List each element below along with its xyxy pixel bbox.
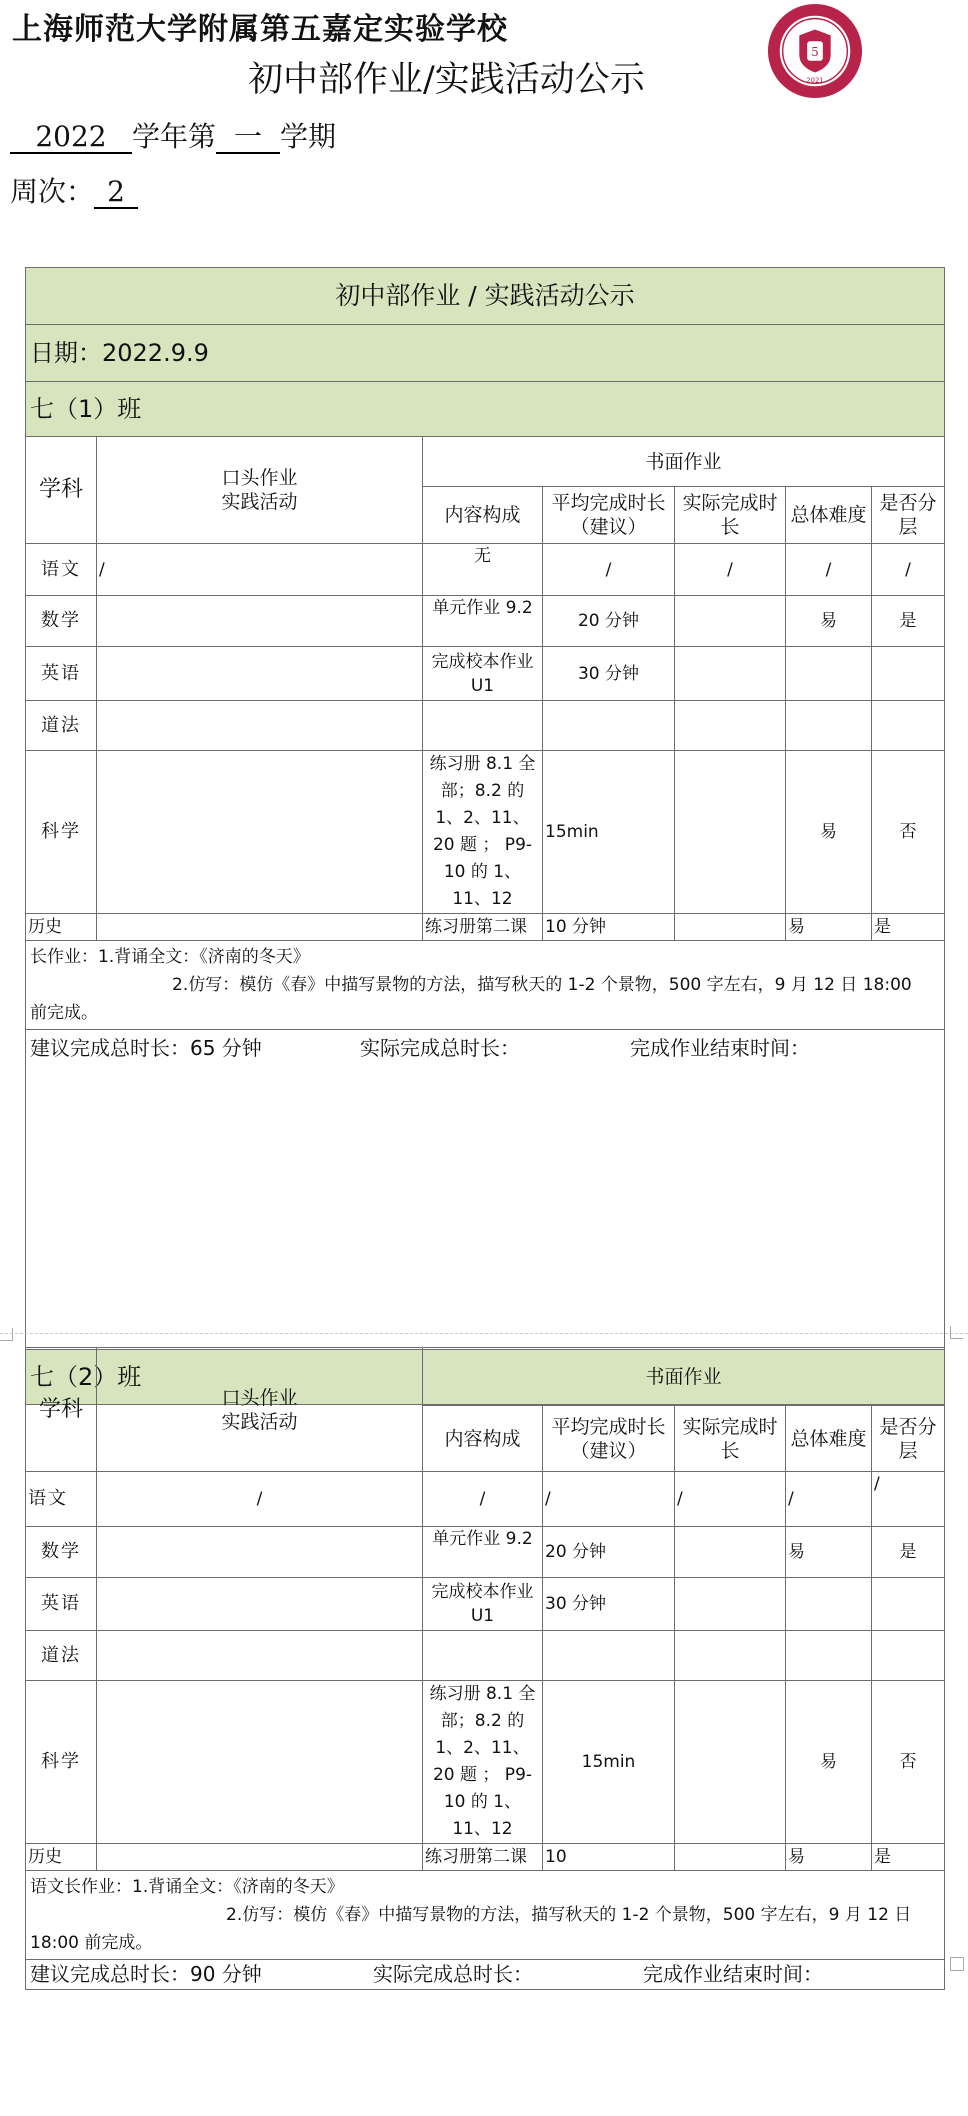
content-cell: 单元作业 9.2	[423, 596, 543, 647]
layered-cell	[872, 1631, 945, 1681]
board-title: 初中部作业 / 实践活动公示	[26, 268, 945, 325]
school-seal-logo	[766, 2, 864, 100]
layered-cell	[872, 647, 945, 701]
difficulty-cell: /	[786, 1472, 872, 1527]
subject-cell: 科学	[26, 1681, 97, 1844]
table-row	[26, 1527, 945, 1578]
homework-table-class2	[25, 1347, 945, 1990]
totals-row	[26, 1030, 945, 1350]
class-name: 七（2）班	[26, 1350, 945, 1405]
content-cell: 完成校本作业U1	[423, 647, 543, 701]
table-row	[26, 914, 945, 941]
actual-cell	[675, 1844, 786, 1871]
oral-cell	[97, 1844, 423, 1871]
layered-cell: 是	[872, 596, 945, 647]
svg-text:5: 5	[811, 44, 819, 59]
subject-cell: 科学	[26, 751, 97, 914]
avg-cell: 30 分钟	[543, 1578, 675, 1631]
totals-row	[26, 1960, 945, 1990]
term-end-label: 学期	[280, 120, 337, 153]
layered-cell: /	[872, 544, 945, 596]
subject-cell: 语文	[26, 1472, 97, 1527]
content-cell: 单元作业 9.2	[423, 1527, 543, 1578]
table-row	[26, 1472, 945, 1527]
week-value: 2	[94, 177, 138, 209]
subject-cell: 道法	[26, 701, 97, 751]
week-line	[10, 170, 138, 210]
page-corner-mark	[0, 1328, 13, 1341]
subject-cell: 英语	[26, 647, 97, 701]
oral-cell	[97, 1527, 423, 1578]
logo-year: 2021	[806, 76, 824, 85]
actual-cell	[675, 1527, 786, 1578]
avg-cell: 10 分钟	[543, 914, 675, 941]
homework-table-class1	[25, 267, 945, 1405]
avg-cell	[543, 1631, 675, 1681]
page-corner-mark	[950, 1957, 964, 1971]
difficulty-cell	[786, 647, 872, 701]
col-oral: 口头作业 实践活动	[97, 1348, 423, 1472]
oral-cell	[97, 751, 423, 914]
term-value: 一	[216, 122, 280, 154]
difficulty-cell: 易	[786, 596, 872, 647]
avg-cell: /	[543, 1472, 675, 1527]
layered-cell: 是	[872, 1844, 945, 1871]
avg-cell: 20 分钟	[543, 596, 675, 647]
table-row	[26, 1631, 945, 1681]
content-cell: 练习册第二课	[423, 914, 543, 941]
subject-cell: 历史	[26, 1844, 97, 1871]
table-row	[26, 647, 945, 701]
actual-cell	[675, 1681, 786, 1844]
subject-cell: 道法	[26, 1631, 97, 1681]
layered-cell: 否	[872, 751, 945, 914]
layered-cell	[872, 701, 945, 751]
oral-cell	[97, 1681, 423, 1844]
col-difficulty: 总体难度	[786, 487, 872, 544]
subject-cell: 语文	[26, 544, 97, 596]
actual-cell	[675, 751, 786, 914]
end-time: 完成作业结束时间：	[630, 1036, 810, 1060]
oral-cell	[97, 914, 423, 941]
actual-cell	[675, 914, 786, 941]
end-time: 完成作业结束时间：	[643, 1962, 823, 1986]
table-row	[26, 1844, 945, 1871]
actual-total: 实际完成总时长：	[373, 1962, 533, 1986]
avg-cell: /	[543, 544, 675, 596]
table-row	[26, 701, 945, 751]
col-content: 内容构成	[423, 1406, 543, 1472]
content-cell	[423, 701, 543, 751]
layered-cell: /	[872, 1472, 945, 1527]
content-cell: 完成校本作业U1	[423, 1578, 543, 1631]
oral-cell	[97, 1578, 423, 1631]
avg-cell: 10	[543, 1844, 675, 1871]
col-actual-time: 实际完成时长	[675, 1406, 786, 1472]
actual-cell: /	[675, 544, 786, 596]
term-label: 学年第	[132, 120, 217, 153]
page-title: 初中部作业/实践活动公示	[248, 60, 645, 100]
avg-cell: 15min	[543, 751, 675, 914]
col-layered: 是否分层	[872, 1406, 945, 1472]
difficulty-cell	[786, 1631, 872, 1681]
suggested-total: 建议完成总时长：65 分钟	[30, 1036, 262, 1060]
content-cell: /	[423, 1472, 543, 1527]
avg-cell: 30 分钟	[543, 647, 675, 701]
table-row	[26, 1681, 945, 1844]
actual-cell	[675, 1631, 786, 1681]
oral-cell	[97, 1631, 423, 1681]
subject-cell: 历史	[26, 914, 97, 941]
week-label: 周次：	[10, 175, 95, 208]
content-cell: 无	[423, 544, 543, 596]
layered-cell	[872, 1578, 945, 1631]
page-break	[0, 1333, 968, 1334]
difficulty-cell	[786, 701, 872, 751]
content-cell	[423, 1631, 543, 1681]
long-homework-note: 长作业：1.背诵全文：《济南的冬天》 2.仿写：模仿《春》中描写景物的方法，描写秋天的 1-2 个景物，500 字左右，9 月 12 日 18:00 前完成。	[26, 941, 945, 1030]
layered-cell: 否	[872, 1681, 945, 1844]
table-row	[26, 596, 945, 647]
oral-cell	[97, 647, 423, 701]
layered-cell: 是	[872, 914, 945, 941]
col-oral: 口头作业 实践活动	[97, 437, 423, 544]
oral-cell	[97, 701, 423, 751]
actual-cell	[675, 596, 786, 647]
avg-cell: 15min	[543, 1681, 675, 1844]
actual-cell	[675, 1578, 786, 1631]
col-content: 内容构成	[423, 487, 543, 544]
term-line	[10, 115, 336, 155]
avg-cell	[543, 701, 675, 751]
difficulty-cell: 易	[786, 914, 872, 941]
difficulty-cell	[786, 1578, 872, 1631]
oral-cell: /	[97, 1472, 423, 1527]
col-avg-time: 平均完成时长（建议）	[543, 1406, 675, 1472]
layered-cell: 是	[872, 1527, 945, 1578]
difficulty-cell: /	[786, 544, 872, 596]
difficulty-cell: 易	[786, 751, 872, 914]
table-row	[26, 1578, 945, 1631]
col-difficulty: 总体难度	[786, 1406, 872, 1472]
subject-cell: 英语	[26, 1578, 97, 1631]
long-homework-note: 语文长作业：1.背诵全文：《济南的冬天》 2.仿写：模仿《春》中描写景物的方法，描写秋天的 1-2 个景物，500 字左右，9 月 12 日 18:00 前完成。	[26, 1871, 945, 1960]
table-row	[26, 751, 945, 914]
year-value: 2022	[10, 122, 132, 154]
avg-cell: 20 分钟	[543, 1527, 675, 1578]
col-subject: 学科	[26, 1348, 97, 1472]
content-cell: 练习册 8.1 全部；8.2 的 1、2、11、20 题 ； P9-10 的 1、11、12	[423, 751, 543, 914]
board-date: 日期：2022.9.9	[26, 325, 945, 382]
actual-cell	[675, 701, 786, 751]
col-actual-time: 实际完成时长	[675, 487, 786, 544]
school-name: 上海师范大学附属第五嘉定实验学校	[12, 12, 508, 47]
suggested-total: 建议完成总时长：90 分钟	[30, 1962, 262, 1986]
difficulty-cell: 易	[786, 1844, 872, 1871]
col-written: 书面作业	[423, 1348, 945, 1406]
actual-total: 实际完成总时长：	[360, 1036, 520, 1060]
actual-cell	[675, 647, 786, 701]
oral-cell	[97, 596, 423, 647]
difficulty-cell: 易	[786, 1527, 872, 1578]
subject-cell: 数学	[26, 596, 97, 647]
col-subject: 学科	[26, 437, 97, 544]
oral-cell: /	[97, 544, 423, 596]
col-layered: 是否分层	[872, 487, 945, 544]
table-row	[26, 544, 945, 596]
difficulty-cell: 易	[786, 1681, 872, 1844]
col-written: 书面作业	[423, 437, 945, 487]
col-avg-time: 平均完成时长（建议）	[543, 487, 675, 544]
content-cell: 练习册 8.1 全部；8.2 的 1、2、11、20 题 ； P9-10 的 1、11、12	[423, 1681, 543, 1844]
subject-cell: 数学	[26, 1527, 97, 1578]
actual-cell: /	[675, 1472, 786, 1527]
class-name: 七（1）班	[26, 382, 945, 437]
content-cell: 练习册第二课	[423, 1844, 543, 1871]
page-corner-mark	[950, 1326, 963, 1339]
